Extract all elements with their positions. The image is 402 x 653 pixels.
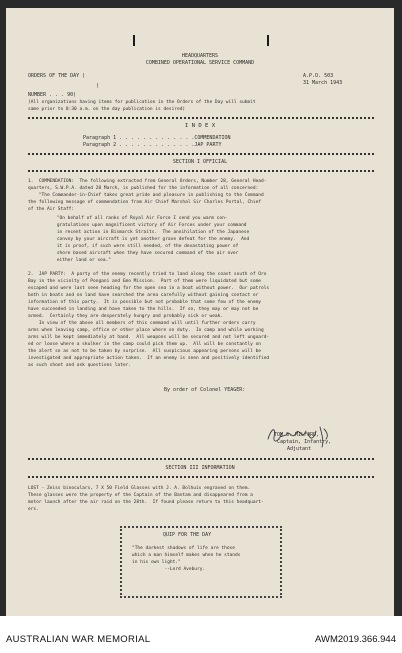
divider-2	[28, 153, 374, 155]
lost-item-line: LOST - Zeiss binoculars, 7 X 50 Field Glasses with J. A. Bolhuis engraved on them.	[28, 486, 251, 491]
lost-item-line: ers.	[28, 507, 39, 512]
jap-party-line: armed. Certainly they are desperately hungry and probably sick or weak.	[28, 314, 224, 319]
by-order-line: By order of Colonel YEAGER:	[164, 387, 246, 393]
lost-item-line: motor launch after the air raid on the 28th. If found please return to this headquart-	[28, 500, 264, 505]
notice-line-2: same prior to 8:30 a.m. on the day publication is desired)	[28, 107, 186, 112]
commendation-quote-line: either land or sea."	[46, 258, 112, 263]
archive-accession-number: AWM2019.366.944	[315, 634, 396, 645]
index-item-1: Paragraph 1 . . . . . . . . . . . . .COMMENDATION	[83, 135, 231, 141]
lost-item-line: These glasses were the property of the Captain of the Bantam and disappeared from a	[28, 493, 253, 498]
divider-4	[28, 458, 374, 460]
number-label: NUMBER . . . 90)	[28, 92, 77, 98]
commendation-line: the following message of commendation from Air Chief Marshal Sir Charles Portal, Chief	[28, 200, 261, 205]
jap-party-line: investigated and appropriate action taken. If an enemy is seen and positively identified	[28, 356, 270, 361]
commendation-line: "The Commander-in-Chief takes great pride and pleasure in publishing to the Command	[28, 193, 264, 198]
punch-hole-mark-right	[267, 35, 269, 46]
punch-hole-mark-left	[133, 35, 135, 46]
commendation-line: 1. COMMENDATION: The following extracted from General Orders, Number 28, General Head-	[28, 179, 267, 184]
jap-party-line: Bay in the vicinity of Pongani and Emo Mission. Part of them were liquidated but some	[28, 279, 261, 284]
commendation-quote-line: it is proof, if such were still needed, of the devastating power of	[46, 244, 239, 249]
jap-party-line: as such shoot and ask questions later.	[28, 363, 131, 368]
quip-line: "The darkest shadows of life are those	[132, 546, 235, 551]
section-3-title: SECTION III INFORMATION	[165, 465, 235, 471]
signer-name: TOM S. MILFORD,	[274, 432, 320, 438]
document-date: 31 March 1943	[303, 80, 343, 86]
quip-line: in his own light."	[132, 560, 181, 565]
signer-title: Adjutant	[287, 446, 312, 452]
divider-5	[28, 476, 374, 478]
jap-party-line: In view of the above all members of this command will until further orders carry	[28, 321, 256, 326]
archive-name: AUSTRALIAN WAR MEMORIAL	[6, 634, 151, 645]
orders-label: ORDERS OF THE DAY )	[28, 73, 86, 79]
signer-rank: Captain, Infantry,	[277, 439, 332, 445]
jap-party-line: information of this party. It is possible but not probable that some few of the enemy	[28, 300, 261, 305]
commendation-quote-line: "On behalf of all ranks of Royal Air Force I send you warm con-	[46, 216, 228, 221]
divider-1	[28, 117, 374, 119]
commendation-quote-line: gratulations upon magnificent victory of Air Forces under your command	[46, 223, 247, 228]
jap-party-line: the alert so as not to be taken by surprise. All suspicious appearing persons will be	[28, 349, 261, 354]
section-1-title: SECTION I OFFICIAL	[172, 159, 228, 165]
commendation-quote-line: in recent action in Bismarck Straits. The annihilation of the Japanese	[46, 230, 250, 235]
commendation-quote-line: shore based aircraft when they have secured command of the air over	[46, 251, 239, 256]
header-line-2: COMBINED OPERATIONAL SERVICE COMMAND	[145, 60, 255, 66]
quip-attribution: --Lord Avebury.	[132, 567, 206, 572]
jap-party-line: have succeeded in landing and have taken to the hills. If so, they may or may not be	[28, 307, 259, 312]
commendation-line: quarters, S.W.P.A. dated 20 March, is published for the information of all concerned:	[28, 186, 259, 191]
jap-party-line: ed or loose where a skulker in the camp could pick them up. All will be constantly on	[28, 342, 261, 347]
header-line-1: HEADQUARTERS	[181, 53, 219, 59]
index-title: I N D E X	[184, 123, 216, 129]
jap-party-line: arms when leaving camp, office or other place where on duty. In camp and while working	[28, 328, 264, 333]
jap-party-line: 2. JAP PARTY: A party of the enemy recently tried to land along the coast south of Oro	[28, 272, 267, 277]
notice-line-1: (All organizations having items for publication in the Orders of the Day will submit	[28, 100, 256, 105]
quip-title: QUIP FOR THE DAY	[163, 532, 212, 538]
index-item-2: Paragraph 2 . . . . . . . . . . . . .JAP PARTY	[83, 142, 222, 148]
quip-line: which a man himself makes when he stands	[132, 553, 241, 558]
jap-party-line: escaped and were last seen heading for the open sea in a boat without power. Our patrols	[28, 286, 270, 291]
jap-party-line: both in boats and on land have searched the area carefully without gaining contact or	[28, 293, 259, 298]
orders-paren: )	[96, 83, 100, 89]
jap-party-line: arms will be kept immediately at hand. All weapons will be secured and not left unguard-	[28, 335, 270, 340]
archive-footer	[0, 616, 402, 653]
commendation-quote-line: convoy by your aircraft is yet another grave defeat for the enemy. And	[46, 237, 250, 242]
document-page	[6, 8, 394, 616]
divider-3	[28, 170, 374, 172]
commendation-line: of the Air Staff:	[28, 207, 75, 212]
apo-label: A.P.O. 503	[303, 73, 334, 79]
